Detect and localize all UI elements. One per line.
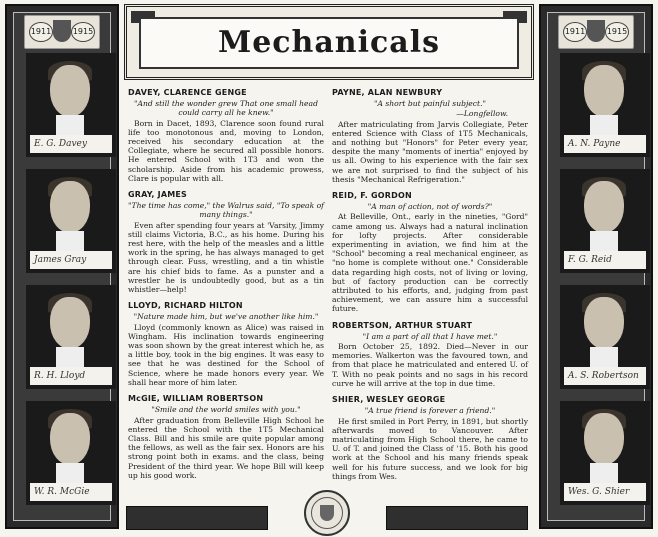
portrait-robertson	[560, 285, 650, 389]
right-text-column	[332, 88, 528, 488]
signature-davey: E. G. Davey	[30, 135, 112, 153]
entry-name: LLOYD, RICHARD HILTON	[128, 301, 243, 311]
entry-body: Even after spending four years at 'Varsity, Jimmy still claims Victoria, B.C., as his home. During his rest here, with the help of the measles and a little work in the spring, he has always managed to get through clear. Fuss, wrestling, and a tin whistle are his chief bids to fame. As a punster and a wrestler he is undoubtedly good, but as a tin whistler—help!	[128, 220, 324, 295]
entry-attribution: —Longfellow.	[456, 109, 508, 119]
signature-robertson: A. S. Robertson	[564, 367, 646, 385]
shield-icon	[53, 20, 71, 42]
bottom-band-right	[386, 506, 528, 530]
entry-payne	[332, 88, 528, 184]
entry-body: He first smiled in Port Perry, in 1891, but shortly afterwards moved to Vancouver. After matriculating from High School there, he came to U. of T. and joined the Class of '15. Both his good work at the School and his many friends speak well for his future success, and we look for big things from Wes.	[332, 416, 528, 481]
year-start: 1911	[563, 22, 587, 42]
left-portrait-panel	[5, 4, 119, 529]
center-content	[124, 4, 534, 532]
entry-quote: "A short but painful subject."	[373, 99, 487, 109]
entry-body: Born October 25, 1892. Died—Never in our memories. Walkerton was the favoured town, and from that place he matriculated and entered U. of T. With no peak points and no sags in his record curve he will arrive at the top in due time.	[332, 342, 528, 388]
portrait-davey	[26, 53, 116, 157]
portrait-gray	[26, 169, 116, 273]
right-crest	[558, 15, 634, 49]
entry-quote: "A man of action, not of words?"	[367, 202, 493, 212]
entry-name: McGIE, WILLIAM ROBERTSON	[128, 394, 264, 404]
left-panel-frame	[13, 12, 111, 521]
portrait-lloyd	[26, 285, 116, 389]
entry-davey	[128, 88, 324, 183]
entry-quote: "And still the wonder grew That one small head could carry all he knew."	[134, 99, 318, 118]
year-end: 1915	[605, 22, 629, 42]
left-crest	[24, 15, 100, 49]
signature-payne: A. N. Payne	[564, 135, 646, 153]
entry-name: SHIER, WESLEY GEORGE	[332, 395, 446, 405]
portrait-payne	[560, 53, 650, 157]
entry-lloyd	[128, 301, 324, 387]
entry-robertson	[332, 321, 528, 388]
entry-mcgie	[128, 394, 324, 480]
right-portrait-panel	[539, 4, 653, 529]
signature-reid: F. G. Reid	[564, 251, 646, 269]
year-start: 1911	[29, 22, 53, 42]
bottom-band-left	[126, 506, 268, 530]
right-panel-frame	[547, 12, 645, 521]
portrait-shier	[560, 401, 650, 505]
entry-name: DAVEY, CLARENCE GENGE	[128, 88, 247, 97]
entry-shier	[332, 395, 528, 481]
entry-name: ROBERTSON, ARTHUR STUART	[332, 320, 473, 330]
entry-body: After graduation from Belleville High School he entered the School with the 1T5 Mechanical Class. Bill and his smile are quite popular among the fellows, as well as the fair sex. Honors are his strong point both in exams. and the class, being President of the third year. We hope Bill will keep up his good work.	[128, 415, 324, 480]
university-seal-icon	[304, 490, 350, 536]
entry-body: Born in Dacet, 1893, Clarence soon found rural life too monotonous and, moving to London, received his secondary education at the Collegiate, where he secured all possible honors. He entered School with 1T3 and won the scholarship. Aside from his academic prowess, Clare is popular with all.	[128, 118, 324, 183]
entry-quote: "Nature made him, but we've another like him."	[133, 312, 319, 322]
year-end: 1915	[71, 22, 95, 42]
entry-reid	[332, 191, 528, 314]
entry-gray	[128, 190, 324, 294]
entry-name: GRAY, JAMES	[128, 190, 188, 200]
signature-mcgie: W. R. McGie	[30, 483, 112, 501]
entry-name: PAYNE, ALAN NEWBURY	[332, 88, 443, 97]
portrait-mcgie	[26, 401, 116, 505]
signature-gray: James Gray	[30, 251, 112, 269]
entry-body: At Belleville, Ont., early in the nineties, "Gord" came among us. Always had a natural inclination for lofty projects. After considerable experimenting in aviation, we find him at the "School" becoming a real mechanical engineer, as "no home is complete without one." Considerable data regarding high costs, not of living or loving, but of factory production can be correctly attributed to his efforts, and, judging from past achievement, we can assure him a successful future.	[332, 212, 528, 314]
signature-lloyd: R. H. Lloyd	[30, 367, 112, 385]
page-title: Mechanicals	[139, 17, 519, 69]
shield-icon	[587, 20, 605, 42]
entry-quote: "I am a part of all that I have met."	[362, 331, 498, 341]
entry-body: Lloyd (commonly known as Alice) was raised in Wingham. His inclination towards engineering was soon shown by the great interest which he, as a little boy, took in the big engines. It was easy to see that he was destined for the School of Science, where he made honors every year. We shall hear more of him later.	[128, 322, 324, 387]
entry-body: After matriculating from Jarvis Collegiate, Peter entered Science with Class of 1T5 Mechanicals, and nothing but "Honors" for Peter every year, despite the many "moments of inertia" enjoyed by us all. Owing to his experience with the fair sex we are not surprised to find the subject of his thesis "Mechanical Refrigeration."	[332, 119, 528, 184]
portrait-reid	[560, 169, 650, 273]
signature-shier: Wes. G. Shier	[564, 483, 646, 501]
entry-name: REID, F. GORDON	[332, 191, 412, 201]
entry-quote: "Smile and the world smiles with you."	[151, 405, 301, 415]
bottom-ornament	[124, 500, 534, 532]
title-frame	[124, 4, 534, 80]
entry-quote: "The time has come," the Walrus said, "To speak of many things."	[128, 201, 324, 220]
left-text-column	[128, 88, 324, 487]
entry-quote: "A true friend is forever a friend."	[364, 406, 496, 416]
